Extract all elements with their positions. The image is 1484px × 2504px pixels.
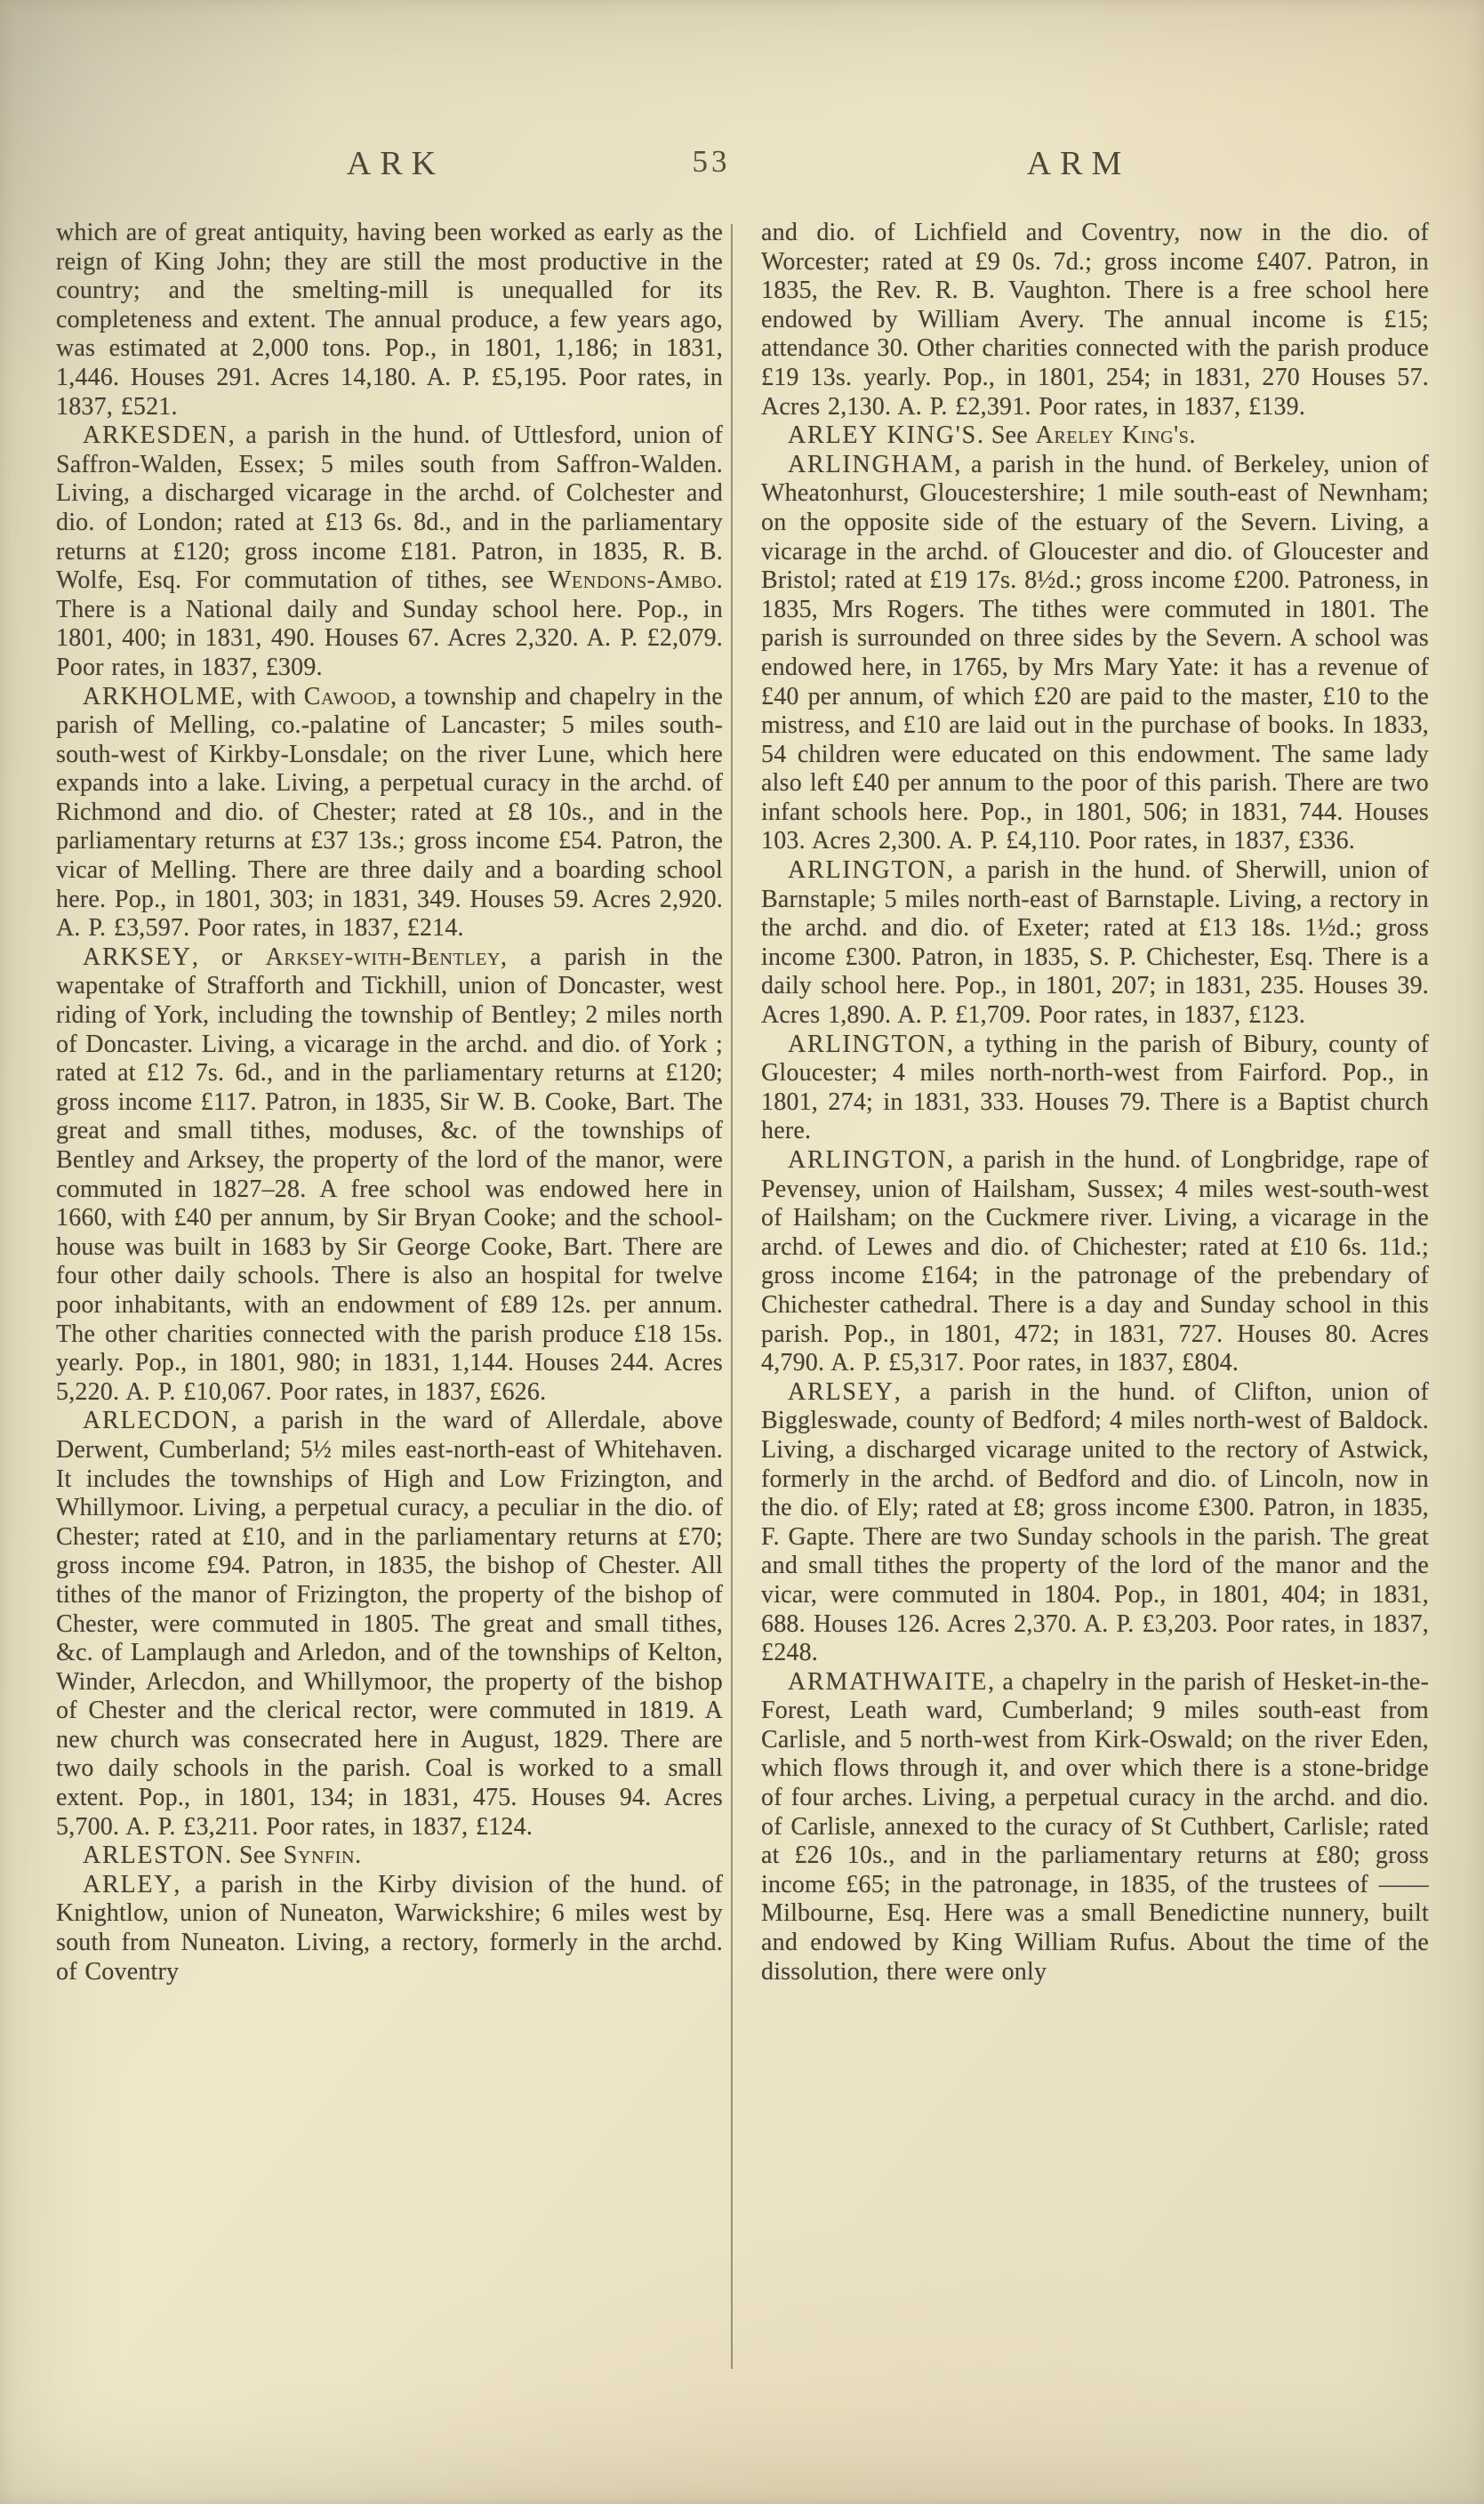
entry-headword: ARLEY <box>83 1870 174 1898</box>
entry-text: . <box>1189 421 1196 450</box>
entry-text: . See <box>977 421 1036 450</box>
entry-text: , or <box>191 943 266 971</box>
entry-text: . <box>355 1842 362 1870</box>
entry-text: , a township and chapelry in the parish of Melling, co.-palatine of Lancaster; 5 miles south-south-west of Kirkby-Lonsdale; on the river Lune, which here expands into a lake. Living, a perpetual curacy in the archd. of Richmond and dio. of Chester; rated at £8 10s., and in the parliamentary returns at £37 13s.; gross income £54. Patron, the vicar of Melling. There are three daily and a boarding school here. Pop., in 1801, 303; in 1831, 349. Houses 59. Acres 2,920. A. P. £3,597. Poor rates, in 1837, £214. <box>56 682 723 943</box>
entry-arlington-sussex <box>761 1146 1429 1378</box>
entry-text: . See <box>225 1842 284 1870</box>
entry-arlington-gloucester <box>761 1031 1429 1146</box>
entry-arlingham <box>761 451 1429 856</box>
entry-headword: ARLINGTON <box>788 1030 948 1058</box>
entry-headword: ARMATHWAITE <box>788 1667 989 1696</box>
column-divider-rule <box>731 224 733 2369</box>
entry-text: , a tything in the parish of Bibury, county of Gloucester; 4 miles north-north-west from Fairford. Pop., in 1801, 274; in 1831, 333. Houses 79. There is a Baptist church here. <box>761 1030 1429 1145</box>
entry-text: , a parish in the wapentake of Strafforth and Tickhill, union of Doncaster, west riding of York, including the township of Bentley; 2 miles north of Doncaster. Living, a vicarage in the archd. and dio. of York ; rated at £12 7s. 6d., and in the parliamentary returns at £120; gross income £117. Patron, in 1835, Sir W. B. Cooke, Bart. The great and small tithes, moduses, &c. of the townships of Bentley and Arksey, the property of the lord of the manor, were commuted in 1827–28. A free school was endowed here in 1660, with £40 per annum, by Sir Bryan Cooke; and the school-house was built in 1683 by Sir George Cooke, Bart. There are four other daily schools. There is also an hospital for twelve poor inhabitants, with an endowment of £89 12s. per annum. The other charities connected with the parish produce £18 15s. yearly. Pop., in 1801, 980; in 1831, 1,144. Houses 244. Acres 5,220. A. P. £10,067. Poor rates, in 1837, £626. <box>56 943 723 1406</box>
entry-text: , a parish in the hund. of Uttlesford, union of Saffron-Walden, Essex; 5 miles south from Saffron-Walden. Living, a discharged vicarage in the archd. of Colchester and dio. of London; rated at £13 6s. 8d., and in the parliamentary returns at £120; gross income £181. Patron, in 1835, R. B. Wolfe, Esq. For commutation of tithes, see <box>56 421 723 595</box>
entry-text: , a parish in the hund. of Longbridge, rape of Pevensey, union of Hailsham, Sussex; 4 miles west-south-west of Hailsham; on the Cuckmere river. Living, a vicarage in the archd. of Lewes and dio. of Chichester; rated at £10 6s. 11d.; gross income £164; in the patronage of the prebendary of Chichester cathedral. There is a day and Sunday school in this parish. Pop., in 1801, 472; in 1831, 727. Houses 80. Acres 4,790. A. P. £5,317. Poor rates, in 1837, £804. <box>761 1146 1429 1377</box>
entry-text: , a chapelry in the parish of Hesket-in-the-Forest, Leath ward, Cumberland; 9 miles south-east from Carlisle, and 5 north-west from Kirk-Oswald; on the river Eden, which flows through it, and over which there is a stone-bridge of four arches. Living, a perpetual curacy in the archd. and dio. of Carlisle, annexed to the curacy of St Cuthbert, Carlisle; rated at £26 10s., and in the parliamentary returns at £80; gross income £65; in the patronage, in 1835, of the trustees of —— Milbourne, Esq. Here was a small Benedictine nunnery, built and endowed by King William Rufus. About the time of the dissolution, there were only <box>761 1667 1429 1986</box>
entry-text: and dio. of Lichfield and Coventry, now in the dio. of Worcester; rated at £9 0s. 7d.; gross income £407. Patron, in 1835, the Rev. R. B. Vaughton. There is a free school here endowed by William Avery. The annual income is £15; attendance 30. Other charities connected with the parish produce £19 13s. yearly. Pop., in 1801, 254; in 1831, 270 Houses 57. Acres 2,130. A. P. £2,391. Poor rates, in 1837, £139. <box>761 219 1429 421</box>
entry-arley-kings <box>761 421 1429 451</box>
entry-headword: ARLECDON <box>83 1407 231 1435</box>
entry-headword: ARLSEY <box>788 1377 894 1406</box>
running-head <box>0 144 1484 197</box>
entry-text: , a parish in the hund. of Sherwill, union of Barnstaple; 5 miles north-east of Barnstaple. Living, a rectory in the archd. and dio. of Exeter; rated at £13 18s. 1½d.; gross income £300. Patron, in 1835, S. P. Chichester, Esq. There is a daily school here. Pop., in 1801, 207; in 1831, 235. Houses 39. Acres 1,890. A. P. £1,709. Poor rates, in 1837, £123. <box>761 856 1429 1030</box>
entry-ark-continuation <box>56 219 723 421</box>
cross-reference: Cawood <box>303 682 391 710</box>
entry-text: , a parish in the hund. of Berkeley, union of Wheatonhurst, Gloucestershire; 1 mile south-east of Newnham; on the opposite side of the estuary of the Severn. Living, a vicarage in the archd. of Gloucester and dio. of Gloucester and Bristol; rated at £19 17s. 8½d.; gross income £200. Patroness, in 1835, Mrs Rogers. The tithes were commuted in 1801. The parish is surrounded on three sides by the Severn. A school was endowed here, in 1765, by Mrs Mary Yate: it has a revenue of £40 per annum, of which £20 are paid to the master, £10 to the mistress, and £10 are laid out in the purchase of books. In 1833, 54 children were educated on this endowment. The same lady also left £40 per annum to the poor of this parish. There are two infant schools here. Pop., in 1801, 506; in 1831, 744. Houses 103. Acres 2,300. A. P. £4,110. Poor rates, in 1837, £336. <box>761 450 1429 855</box>
entry-arlecdon <box>56 1407 723 1842</box>
entry-arley-continuation <box>761 219 1429 421</box>
entry-text: , a parish in the hund. of Clifton, union of Biggleswade, county of Bedford; 4 miles north-west of Baldock. Living, a discharged vicarage united to the rectory of Astwick, formerly in the archd. of Bedford and dio. of Lincoln, now in the dio. of Ely; rated at £8; gross income £300. Patron, in 1835, F. Gapte. There are two Sunday schools in the parish. The great and small tithes the property of the lord of the manor and the vicar, were commuted in 1804. Pop., in 1801, 404; in 1831, 688. Houses 126. Acres 2,370. A. P. £3,203. Poor rates, in 1837, £248. <box>761 1377 1429 1667</box>
entry-headword: ARLINGTON <box>788 1146 948 1174</box>
entry-headword: ARKSEY <box>83 943 192 971</box>
entry-armathwaite <box>761 1668 1429 1987</box>
entry-arkesden <box>56 421 723 682</box>
right-column <box>761 219 1429 1986</box>
entry-headword: ARKESDEN <box>83 421 229 450</box>
entry-text: , with <box>237 682 304 710</box>
page-number: 53 <box>692 144 731 179</box>
entry-headword: ARLEY KING'S <box>788 421 977 450</box>
cross-reference: Arksey-with-Bentley <box>265 943 501 971</box>
entry-text: , a parish in the Kirby division of the hund. of Knightlow, union of Nuneaton, Warwickshire; 6 miles west by south from Nuneaton. Living, a rectory, formerly in the archd. of Coventry <box>56 1870 723 1986</box>
entry-headword: ARLINGTON <box>788 856 948 885</box>
entry-arley <box>56 1871 723 1986</box>
entry-arlington-devon <box>761 856 1429 1031</box>
entry-arkholme <box>56 683 723 943</box>
cross-reference: Wendons-Ambo <box>547 566 717 595</box>
entry-arksey <box>56 943 723 1408</box>
entry-arlsey <box>761 1378 1429 1668</box>
cross-reference: Areley King's <box>1035 421 1190 450</box>
entry-headword: ARKHOLME <box>83 682 237 710</box>
entry-headword: ARLINGHAM <box>788 450 955 478</box>
entry-text: which are of great antiquity, having been worked as early as the reign of King John; they are still the most productive in the country; and the smelting-mill is unequalled for its completeness and extent. The annual produce, a few years ago, was estimated at 2,000 tons. Pop., in 1801, 1,186; in 1831, 1,446. Houses 291. Acres 14,180. A. P. £5,195. Poor rates, in 1837, £521. <box>56 219 723 421</box>
running-head-right: ARM <box>1026 145 1131 182</box>
running-head-left: ARK <box>346 145 445 182</box>
left-column <box>56 219 723 1986</box>
entry-headword: ARLESTON <box>83 1842 226 1870</box>
cross-reference: Synfin <box>283 1842 356 1870</box>
entry-text: . There is a National daily and Sunday school here. Pop., in 1801, 400; in 1831, 490. Houses 67. Acres 2,320. A. P. £2,079. Poor rates, in 1837, £309. <box>56 566 723 681</box>
entry-arleston <box>56 1842 723 1871</box>
entry-text: , a parish in the ward of Allerdale, above Derwent, Cumberland; 5½ miles east-north-east of Whitehaven. It includes the townships of High and Low Frizington, and Whillymoor. Living, a perpetual curacy, a peculiar in the dio. of Chester; rated at £10, and in the parliamentary returns at £70; gross income £94. Patron, in 1835, the bishop of Chester. All tithes of the manor of Frizington, the property of the bishop of Chester, were commuted in 1805. The great and small tithes, &c. of Lamplaugh and Arledon, and of the townships of Kelton, Winder, Arlecdon, and Whillymoor, the property of the bishop of Chester and the clerical rector, were commuted in 1819. A new church was consecrated here in August, 1829. There are two daily schools in the parish. Coal is worked to a small extent. Pop., in 1801, 134; in 1831, 475. Houses 94. Acres 5,700. A. P. £3,211. Poor rates, in 1837, £124. <box>56 1407 723 1841</box>
